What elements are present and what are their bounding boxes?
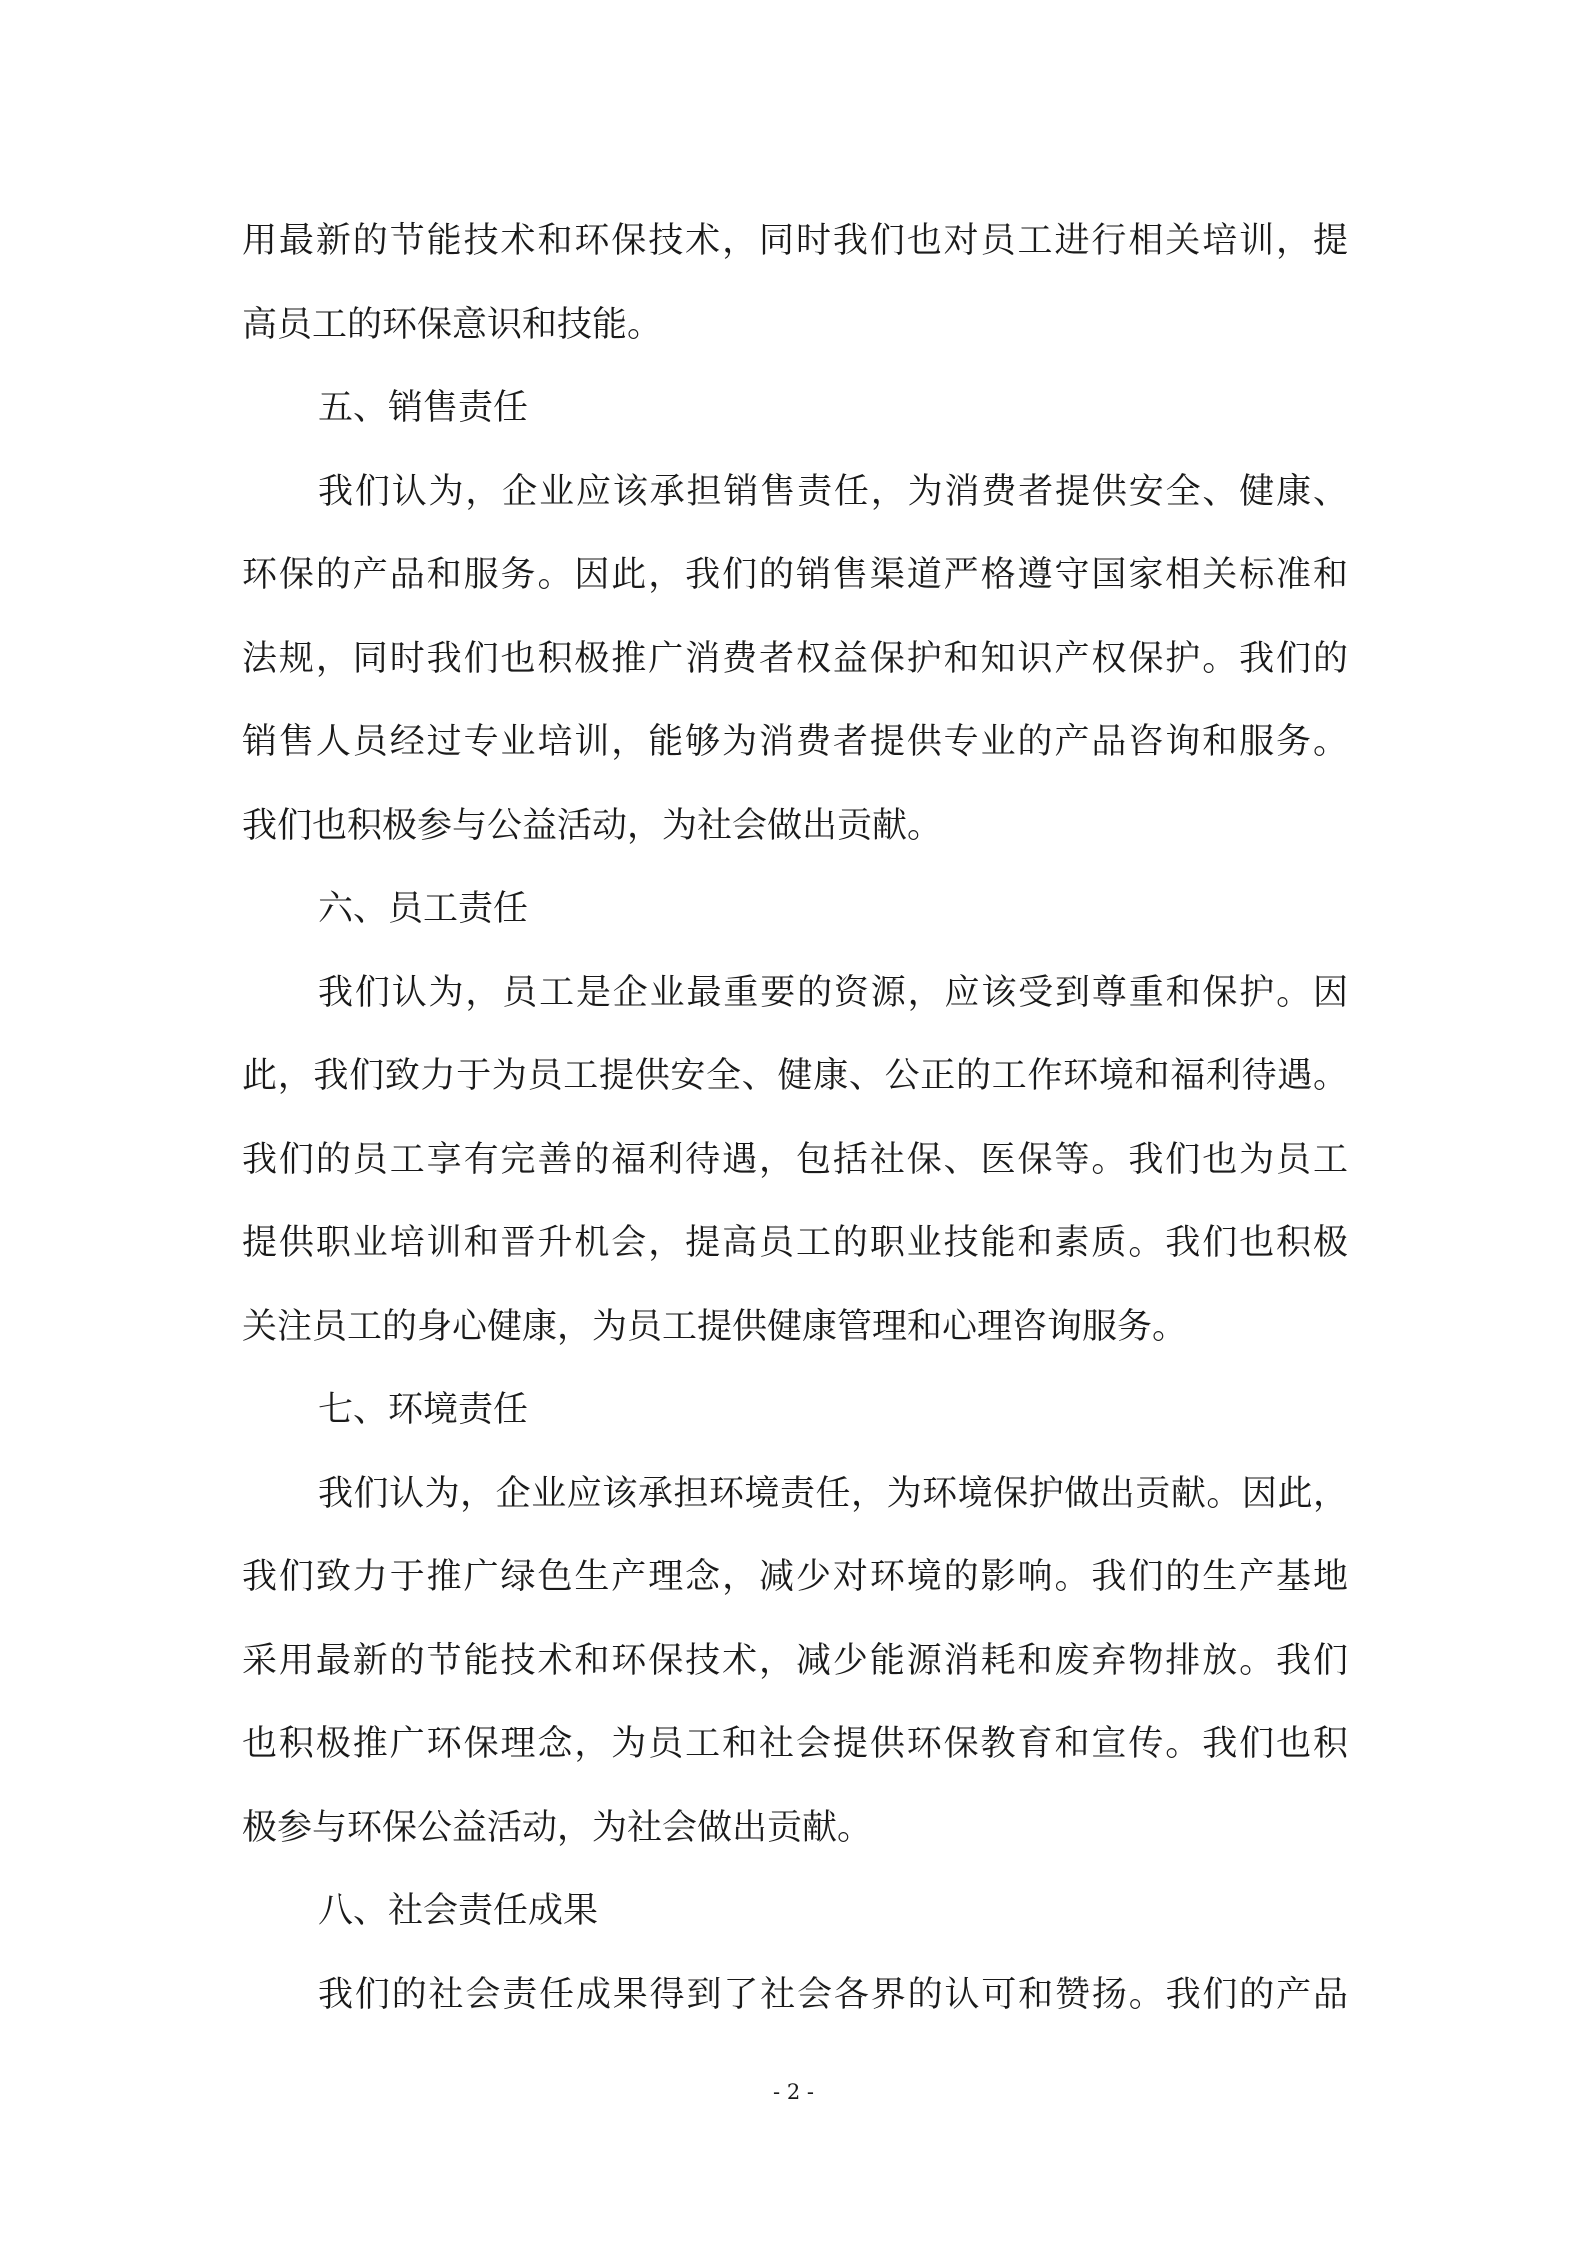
section-heading: 七、环境责任 xyxy=(318,1390,529,1430)
page-number: - 2 - xyxy=(773,2080,814,2104)
section-heading: 六、员工责任 xyxy=(318,889,529,929)
paragraph-line: 我们致力于推广绿色生产理念，减少对环境的影响。我们的生产基地 xyxy=(242,1557,1348,1597)
document-body xyxy=(242,200,1348,2037)
paragraph-line: 我们也积极参与公益活动，为社会做出贡献。 xyxy=(242,805,943,846)
paragraph-line: 销售人员经过专业培训，能够为消费者提供专业的产品咨询和服务。 xyxy=(242,722,1348,762)
paragraph-line: 关注员工的身心健康，为员工提供健康管理和心理咨询服务。 xyxy=(242,1306,1188,1347)
paragraph-line: 也积极推广环保理念，为员工和社会提供环保教育和宣传。我们也积 xyxy=(242,1724,1348,1764)
paragraph-line: 我们认为，企业应该承担销售责任，为消费者提供安全、健康、 xyxy=(318,471,1348,512)
paragraph-line: 法规，同时我们也积极推广消费者权益保护和知识产权保护。我们的 xyxy=(242,638,1348,679)
paragraph-line: 我们认为，员工是企业最重要的资源，应该受到尊重和保护。因 xyxy=(318,972,1348,1013)
paragraph-line: 此，我们致力于为员工提供安全、健康、公正的工作环境和福利待遇。 xyxy=(242,1056,1348,1096)
paragraph-line: 极参与环保公益活动，为社会做出贡献。 xyxy=(242,1807,873,1848)
paragraph-line: 我们的社会责任成果得到了社会各界的认可和赞扬。我们的产品 xyxy=(318,1974,1348,2015)
paragraph-line: 我们认为，企业应该承担环境责任，为环境保护做出贡献。因此， xyxy=(318,1473,1348,1514)
paragraph-line: 用最新的节能技术和环保技术，同时我们也对员工进行相关培训，提 xyxy=(242,221,1348,261)
section-heading: 五、销售责任 xyxy=(318,388,529,428)
section-heading: 八、社会责任成果 xyxy=(318,1891,599,1931)
paragraph-line: 环保的产品和服务。因此，我们的销售渠道严格遵守国家相关标准和 xyxy=(242,555,1348,595)
paragraph-line: 提供职业培训和晋升机会，提高员工的职业技能和素质。我们也积极 xyxy=(242,1223,1348,1263)
paragraph-line: 我们的员工享有完善的福利待遇，包括社保、医保等。我们也为员工 xyxy=(242,1139,1348,1180)
paragraph-line: 高员工的环保意识和技能。 xyxy=(242,304,663,345)
paragraph-line: 采用最新的节能技术和环保技术，减少能源消耗和废弃物排放。我们 xyxy=(242,1640,1348,1681)
